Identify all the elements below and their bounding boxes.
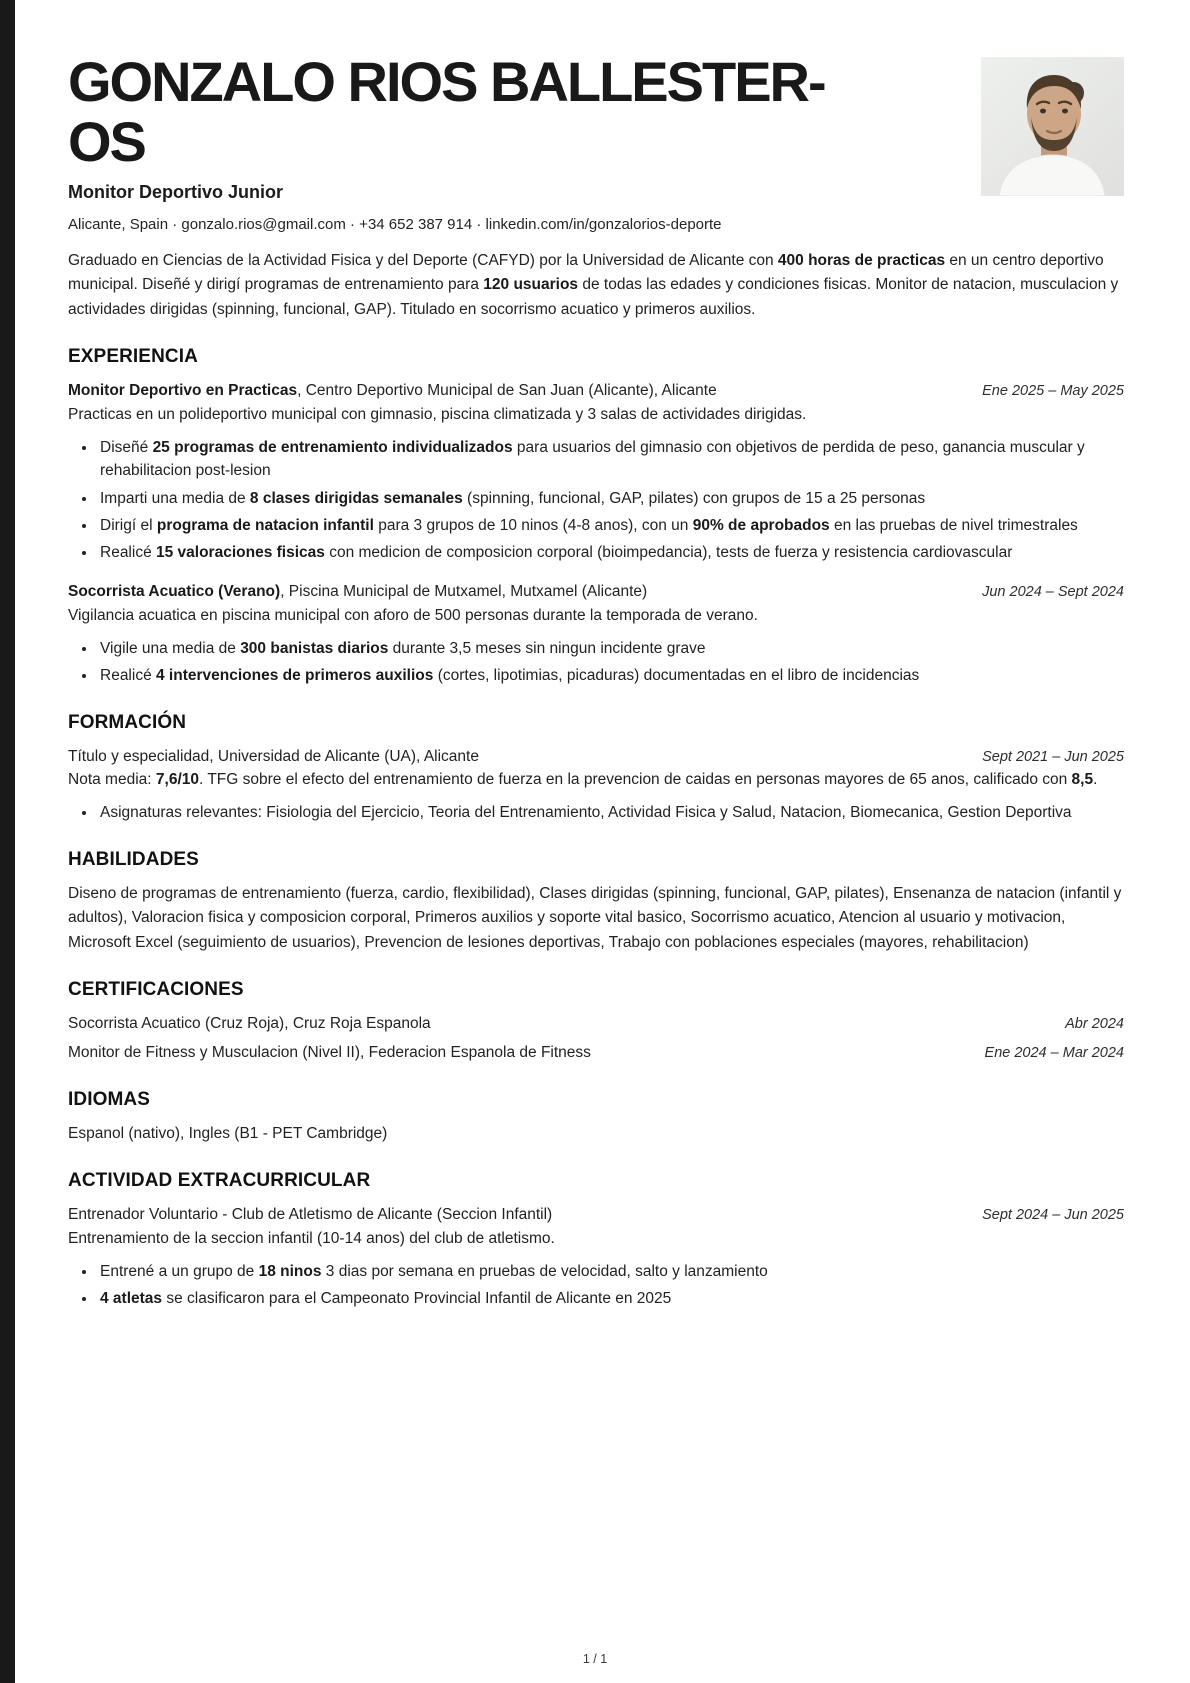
skills-text: Diseno de programas de entrenamiento (fuerza, cardio, flexibilidad), Clases dirigidas (spinning, funcional, GAP, pilates), Ensenanza de natacion (infantil y adultos), Valoracion fisica y composicion corporal, Primeros auxilios y soporte vital basico, Socorrismo acuatico, Atencion al usuario y motivacion, Microsoft Excel (seguimiento de usuarios), Prevencion de lesiones deportivas, Trabajo con poblaciones especiales (mayores, rehabilitacion) [68, 884, 1122, 951]
extracurricular-entry-header [68, 1203, 1124, 1227]
experience-entry-header [68, 580, 1124, 604]
contact-line: Alicante, Spain · gonzalo.rios@gmail.com · +34 652 387 914 · linkedin.com/in/gonzalorios-deporte [68, 215, 722, 233]
certification-row [68, 1041, 1124, 1065]
certification-date: Abr 2024 [1065, 1016, 1124, 1033]
certification-date: Ene 2024 – Mar 2024 [984, 1044, 1124, 1061]
certification-row [68, 1012, 1124, 1036]
education-entry-dates: Sept 2021 – Jun 2025 [982, 748, 1124, 765]
education-entry-header [68, 745, 1124, 769]
section-heading-idiomas: IDIOMAS [68, 1088, 150, 1110]
extracurricular-bullet-list [68, 1260, 1124, 1311]
experience-bullet: • Realicé 15 valoraciones fisicas con medicion de composicion corporal (bioimpedancia), tests de fuerza y resistencia cardiovascular [97, 541, 1124, 564]
education-entry-note: Nota media: 7,6/10. TFG sobre el efecto del entrenamiento de fuerza en la prevencion de caidas en personas mayores de 65 anos, calificado con 8,5. [68, 771, 1098, 789]
experience-bullet: • Realicé 4 intervenciones de primeros auxilios (cortes, lipotimias, picaduras) documentadas en el libro de incidencias [97, 664, 1124, 687]
left-edge-bar [0, 0, 15, 1683]
extracurricular-entry [68, 1203, 1124, 1310]
education-entry-title: Título y especialidad, Universidad de Alicante (UA), Alicante [68, 747, 479, 765]
extracurricular-entry-dates: Sept 2024 – Jun 2025 [982, 1207, 1124, 1224]
profile-photo-image [981, 57, 1124, 196]
header-text-block [68, 52, 963, 233]
extracurricular-entry-title: Entrenador Voluntario - Club de Atletismo de Alicante (Seccion Infantil) [68, 1206, 553, 1224]
certification-name: Monitor de Fitness y Musculacion (Nivel II), Federacion Espanola de Fitness [68, 1043, 591, 1061]
certification-name: Socorrista Acuatico (Cruz Roja), Cruz Roja Espanola [68, 1015, 431, 1033]
section-heading-experiencia: EXPERIENCIA [68, 346, 198, 368]
experience-bullet: • Dirigí el programa de natacion infantil para 3 grupos de 10 ninos (4-8 anos), con un 90% de aprobados en las pruebas de nivel trimestrales [97, 514, 1124, 537]
experience-bullet: • Diseñé 25 programas de entrenamiento individualizados para usuarios del gimnasio con objetivos de perdida de peso, ganancia muscular y rehabilitacion post-lesion [97, 436, 1124, 483]
resume-content [68, 0, 1124, 1326]
section-heading-habilidades: HABILIDADES [68, 848, 199, 870]
page-number: 1 / 1 [582, 1652, 608, 1666]
education-bullet: • Asignaturas relevantes: Fisiologia del Ejercicio, Teoria del Entrenamiento, Actividad Fisica y Salud, Natacion, Biomecanica, Gestion Deportiva [97, 801, 1124, 824]
experience-entry-dates: Ene 2025 – May 2025 [982, 383, 1124, 400]
section-heading-formacion: FORMACIÓN [68, 711, 187, 733]
experience-bullet: • Vigile una media de 300 banistas diarios durante 3,5 meses sin ningun incidente grave [97, 637, 1124, 660]
experience-bullet-list [68, 637, 1124, 688]
experience-entry [68, 580, 1124, 687]
candidate-name-line2: OS [68, 110, 145, 174]
resume-header [68, 52, 1124, 233]
experience-entry-description: Practicas en un polideportivo municipal con gimnasio, piscina climatizada y 3 salas de actividades dirigidas. [68, 406, 807, 424]
candidate-name [68, 52, 963, 173]
extracurricular-bullet: • Entrené a un grupo de 18 ninos 3 dias por semana en pruebas de velocidad, salto y lanzamiento [97, 1260, 1124, 1283]
education-entry [68, 745, 1124, 825]
candidate-name-line1: GONZALO RIOS BALLESTER- [68, 50, 825, 113]
languages-text: Espanol (nativo), Ingles (B1 - PET Cambridge) [68, 1124, 388, 1142]
experience-bullet-list [68, 436, 1124, 564]
education-bullet-list [68, 801, 1124, 824]
professional-summary: Graduado en Ciencias de la Actividad Fisica y del Deporte (CAFYD) por la Universidad de Alicante con 400 horas de practicas en un centro deportivo municipal. Diseñé y dirigí programas de entrenamiento para 120 usuarios de todas las edades y condiciones fisicas. Monitor de natacion, musculacion y actividades dirigidas (spinning, funcional, GAP). Titulado en socorrismo acuatico y primeros auxilios. [68, 251, 1119, 318]
section-heading-actividad-extracurricular: ACTIVIDAD EXTRACURRICULAR [68, 1170, 371, 1192]
experience-entry-title: Socorrista Acuatico (Verano), Piscina Municipal de Mutxamel, Mutxamel (Alicante) [68, 583, 648, 601]
experience-entry-title: Monitor Deportivo en Practicas, Centro Deportivo Municipal de San Juan (Alicante), Alicante [68, 382, 717, 400]
section-heading-certificaciones: CERTIFICACIONES [68, 979, 244, 1001]
candidate-job-title: Monitor Deportivo Junior [68, 181, 283, 202]
profile-photo [981, 57, 1124, 196]
extracurricular-entry-description: Entrenamiento de la seccion infantil (10-14 anos) del club de atletismo. [68, 1229, 555, 1247]
experience-entry-header [68, 379, 1124, 403]
experience-entry [68, 379, 1124, 564]
experience-entry-dates: Jun 2024 – Sept 2024 [982, 584, 1124, 601]
experience-entry-description: Vigilancia acuatica en piscina municipal con aforo de 500 personas durante la temporada de verano. [68, 607, 758, 625]
experience-bullet: • Imparti una media de 8 clases dirigidas semanales (spinning, funcional, GAP, pilates) con grupos de 15 a 25 personas [97, 487, 1124, 510]
extracurricular-bullet: • 4 atletas se clasificaron para el Campeonato Provincial Infantil de Alicante en 2025 [97, 1287, 1124, 1310]
